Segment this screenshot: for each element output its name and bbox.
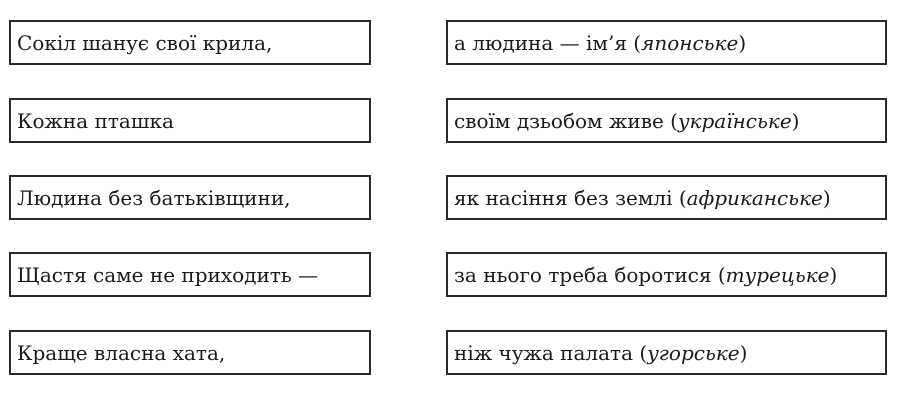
proverb-end-text: а людина — ім’я (	[454, 30, 642, 55]
closing-paren: )	[739, 340, 748, 365]
closing-paren: )	[738, 30, 747, 55]
proverb-end-text: своїм дзьобом живе (	[454, 108, 678, 133]
proverb-origin: угорське	[647, 340, 740, 365]
proverb-start-text: Щастя саме не приходить —	[17, 262, 319, 287]
proverb-end-card-5[interactable]	[446, 330, 887, 375]
proverb-start-text: Краще власна хата,	[17, 340, 226, 365]
closing-paren: )	[791, 108, 800, 133]
proverb-end-card-3[interactable]	[446, 175, 887, 220]
proverb-origin: українське	[677, 108, 792, 133]
proverb-end-card-1[interactable]	[446, 20, 887, 65]
proverb-start-card-5[interactable]	[9, 330, 371, 375]
proverb-origin: японське	[641, 30, 739, 55]
proverb-start-card-1[interactable]	[9, 20, 371, 65]
proverb-end-card-2[interactable]	[446, 98, 887, 143]
closing-paren: )	[822, 185, 831, 210]
closing-paren: )	[829, 262, 838, 287]
proverb-end-text: як насіння без землі (	[454, 185, 687, 210]
proverb-start-text: Сокіл шанує свої крила,	[17, 30, 273, 55]
proverb-start-card-3[interactable]	[9, 175, 371, 220]
proverb-start-text: Кожна пташка	[17, 108, 174, 133]
proverb-start-card-2[interactable]	[9, 98, 371, 143]
proverb-start-text: Людина без батьківщини,	[17, 185, 291, 210]
proverb-start-card-4[interactable]	[9, 252, 371, 297]
proverb-end-card-4[interactable]	[446, 252, 887, 297]
proverb-origin: турецьке	[725, 262, 830, 287]
proverb-end-text: за нього треба боротися (	[454, 262, 726, 287]
proverb-origin: африканське	[686, 185, 823, 210]
proverb-end-text: ніж чужа палата (	[454, 340, 648, 365]
